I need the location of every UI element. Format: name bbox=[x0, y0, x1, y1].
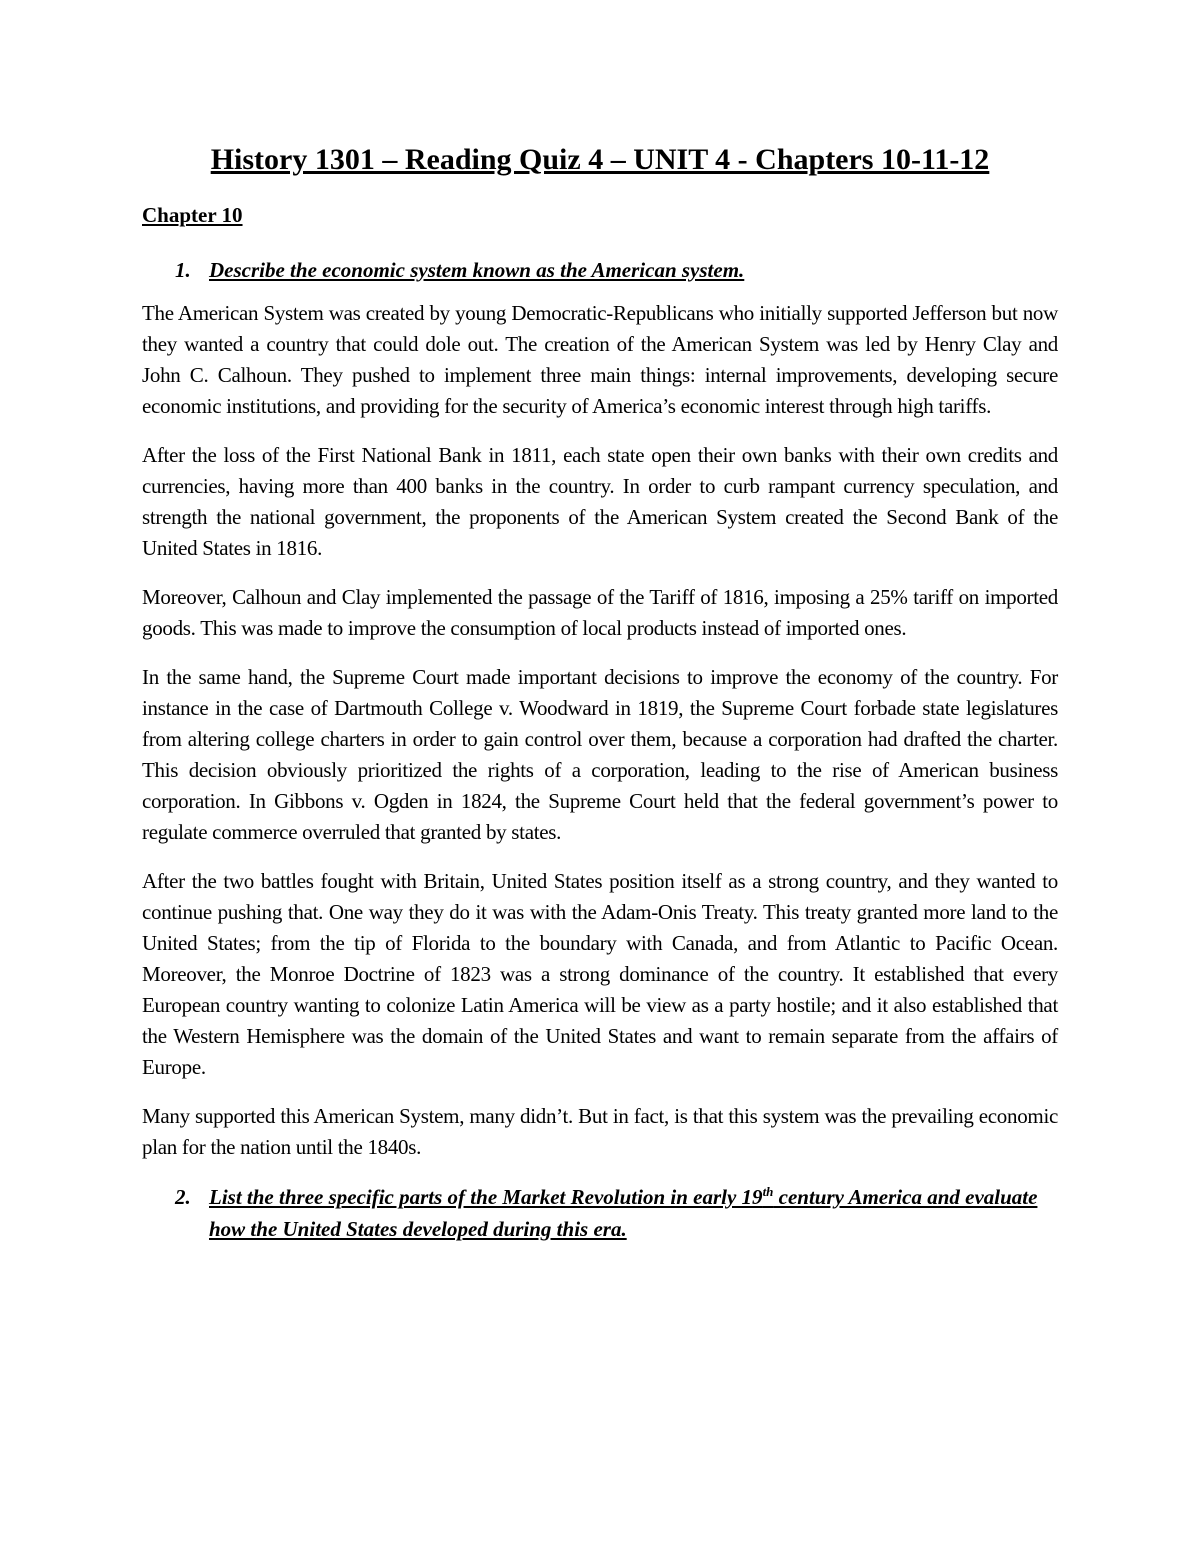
answer-paragraph-5: After the two battles fought with Britain, United States position itself as a strong country, and they wanted to continue pushing that. One way they do it was with the Adam-Onis Treaty. This treaty granted more land to the United States; from the tip of Florida to the boundary with Canada, and from Atlantic to Pacific Ocean. Moreover, the Monroe Doctrine of 1823 was a strong dominance of the country. It established that every European country wanting to colonize Latin America will be view as a party hostile; and it also established that the Western Hemisphere was the domain of the United States and want to remain separate from the affairs of Europe. bbox=[142, 869, 1058, 1079]
answer-paragraph-6: Many supported this American System, many didn’t. But in fact, is that this system was the prevailing economic plan for the nation until the 1840s. bbox=[142, 1104, 1058, 1159]
question-2-number: 2. bbox=[175, 1185, 191, 1209]
document-title: History 1301 – Reading Quiz 4 – UNIT 4 - Chapters 10-11-12 bbox=[210, 143, 990, 176]
chapter-heading: Chapter 10 bbox=[142, 203, 243, 227]
question-2-text-start: List the three specific parts of the Market Revolution in early 19 bbox=[209, 1185, 763, 1209]
question-1-number: 1. bbox=[175, 258, 191, 282]
answer-paragraph-4: In the same hand, the Supreme Court made important decisions to improve the economy of the country. For instance in the case of Dartmouth College v. Woodward in 1819, the Supreme Court forbade state legislatures from altering college charters in order to gain control over them, because a corporation had drafted the charter. This decision obviously prioritized the rights of a corporation, leading to the rise of American business corporation. In Gibbons v. Ogden in 1824, the Supreme Court held that the federal government’s power to regulate commerce overruled that granted by states. bbox=[142, 665, 1058, 844]
question-1-answer bbox=[142, 298, 1058, 1163]
question-1-text: Describe the economic system known as the American system. bbox=[209, 258, 745, 282]
ordinal-superscript: th bbox=[762, 1184, 774, 1199]
answer-paragraph-2: After the loss of the First National Bank in 1811, each state open their own banks with their own credits and currencies, having more than 400 banks in the country. In order to curb rampant currency speculation, and strength the national government, the proponents of the American System created the Second Bank of the United States in 1816. bbox=[142, 443, 1058, 560]
question-2-text bbox=[209, 1181, 1058, 1245]
document-content bbox=[142, 140, 1058, 1257]
question-2-text-end: century America and evaluate how the United States developed during this era. bbox=[209, 1185, 1038, 1241]
question-2 bbox=[142, 1181, 1058, 1245]
answer-paragraph-3: Moreover, Calhoun and Clay implemented the passage of the Tariff of 1816, imposing a 25% tariff on imported goods. This was made to improve the consumption of local products instead of imported ones. bbox=[142, 585, 1058, 640]
question-1 bbox=[142, 254, 1058, 286]
answer-paragraph-1: The American System was created by young Democratic-Republicans who initially supported Jefferson but now they wanted a country that could dole out. The creation of the American System was led by Henry Clay and John C. Calhoun. They pushed to implement three main things: internal improvements, developing secure economic institutions, and providing for the security of America’s economic interest through high tariffs. bbox=[142, 301, 1058, 418]
